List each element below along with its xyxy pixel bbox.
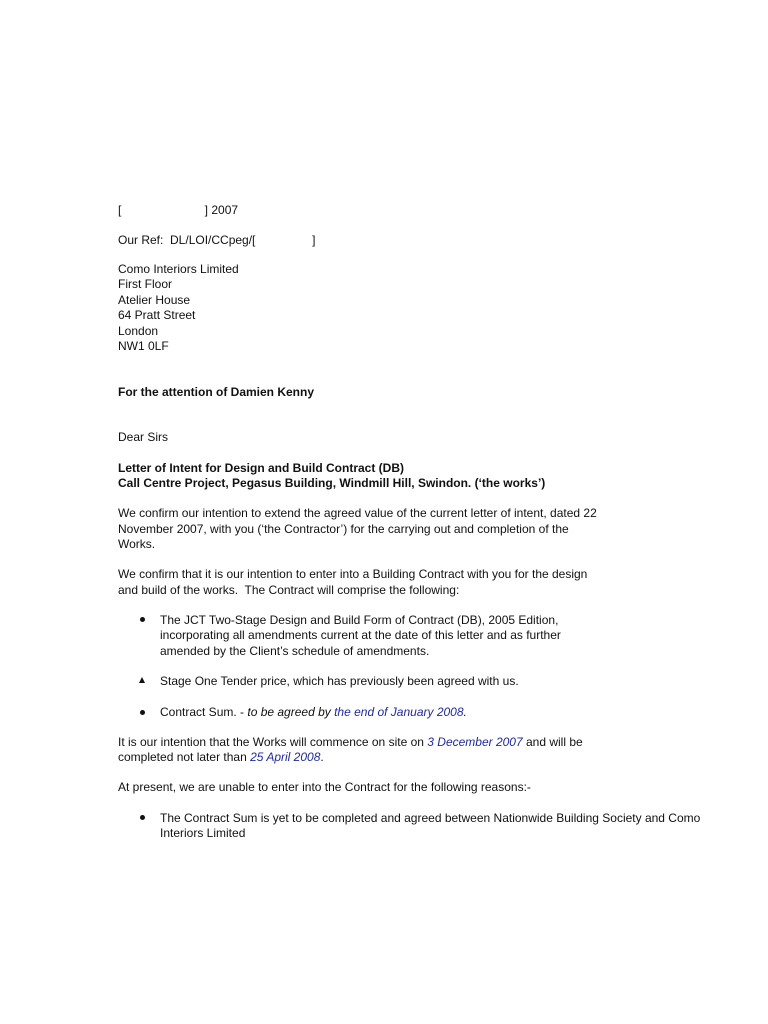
contract-sum-note: to be agreed by <box>247 705 335 719</box>
address-line: NW1 0LF <box>118 339 169 353</box>
attention-line: For the attention of Damien Kenny <box>118 385 315 399</box>
paragraph-line <box>118 750 324 765</box>
contract-sum-date: the end of January 2008 <box>334 705 464 719</box>
contract-sum-end: . <box>463 705 467 719</box>
completion-text: completed not later than <box>118 750 251 764</box>
bullet-icon <box>140 710 145 715</box>
subject-line: Call Centre Project, Pegasus Building, Windmill Hill, Swindon. (‘the works’) <box>118 476 546 490</box>
address-line: Como Interiors Limited <box>118 262 239 276</box>
contract-sum-label: Contract Sum. - <box>160 705 248 719</box>
paragraph-line: and build of the works. The Contract will comprise the following: <box>118 583 460 597</box>
our-reference: Our Ref: DL/LOI/CCpeg/[ ] <box>118 233 316 247</box>
bullet-line: The JCT Two-Stage Design and Build Form of Contract (DB), 2005 Edition, <box>160 613 559 627</box>
paragraph-reasons: At present, we are unable to enter into the Contract for the following reasons:- <box>118 780 531 794</box>
bullet-line: amended by the Client’s schedule of amendments. <box>160 644 430 658</box>
paragraph-line: We confirm that it is our intention to enter into a Building Contract with you for the design <box>118 567 588 581</box>
commence-text-end: and will be <box>522 735 583 749</box>
triangle-bullet-icon <box>139 677 145 683</box>
completion-date: 25 April 2008 <box>250 750 321 764</box>
paragraph-line <box>118 735 583 750</box>
address-line: London <box>118 324 159 338</box>
bullet-icon <box>140 815 145 820</box>
bullet-line: Interiors Limited <box>160 826 246 840</box>
address-line: 64 Pratt Street <box>118 308 196 322</box>
bullet-line: incorporating all amendments current at the date of this letter and as further <box>160 628 561 642</box>
bullet-line <box>160 705 467 720</box>
paragraph-line: We confirm our intention to extend the agreed value of the current letter of intent, dated 22 <box>118 506 597 520</box>
commence-date: 3 December 2007 <box>427 735 523 749</box>
completion-text-end: . <box>320 750 324 764</box>
address-line: Atelier House <box>118 293 191 307</box>
paragraph-line: Works. <box>118 537 156 551</box>
paragraph-line: November 2007, with you (‘the Contractor’) for the carrying out and completion of the <box>118 522 569 536</box>
commence-text: It is our intention that the Works will commence on site on <box>118 735 428 749</box>
salutation: Dear Sirs <box>118 430 169 444</box>
bullet-icon <box>140 617 145 622</box>
address-line: First Floor <box>118 277 172 291</box>
subject-line: Letter of Intent for Design and Build Contract (DB) <box>118 461 404 475</box>
date-line: [ ] 2007 <box>118 203 239 217</box>
bullet-line: Stage One Tender price, which has previously been agreed with us. <box>160 674 519 688</box>
bullet-line: The Contract Sum is yet to be completed and agreed between Nationwide Building Society and Como <box>160 811 701 825</box>
